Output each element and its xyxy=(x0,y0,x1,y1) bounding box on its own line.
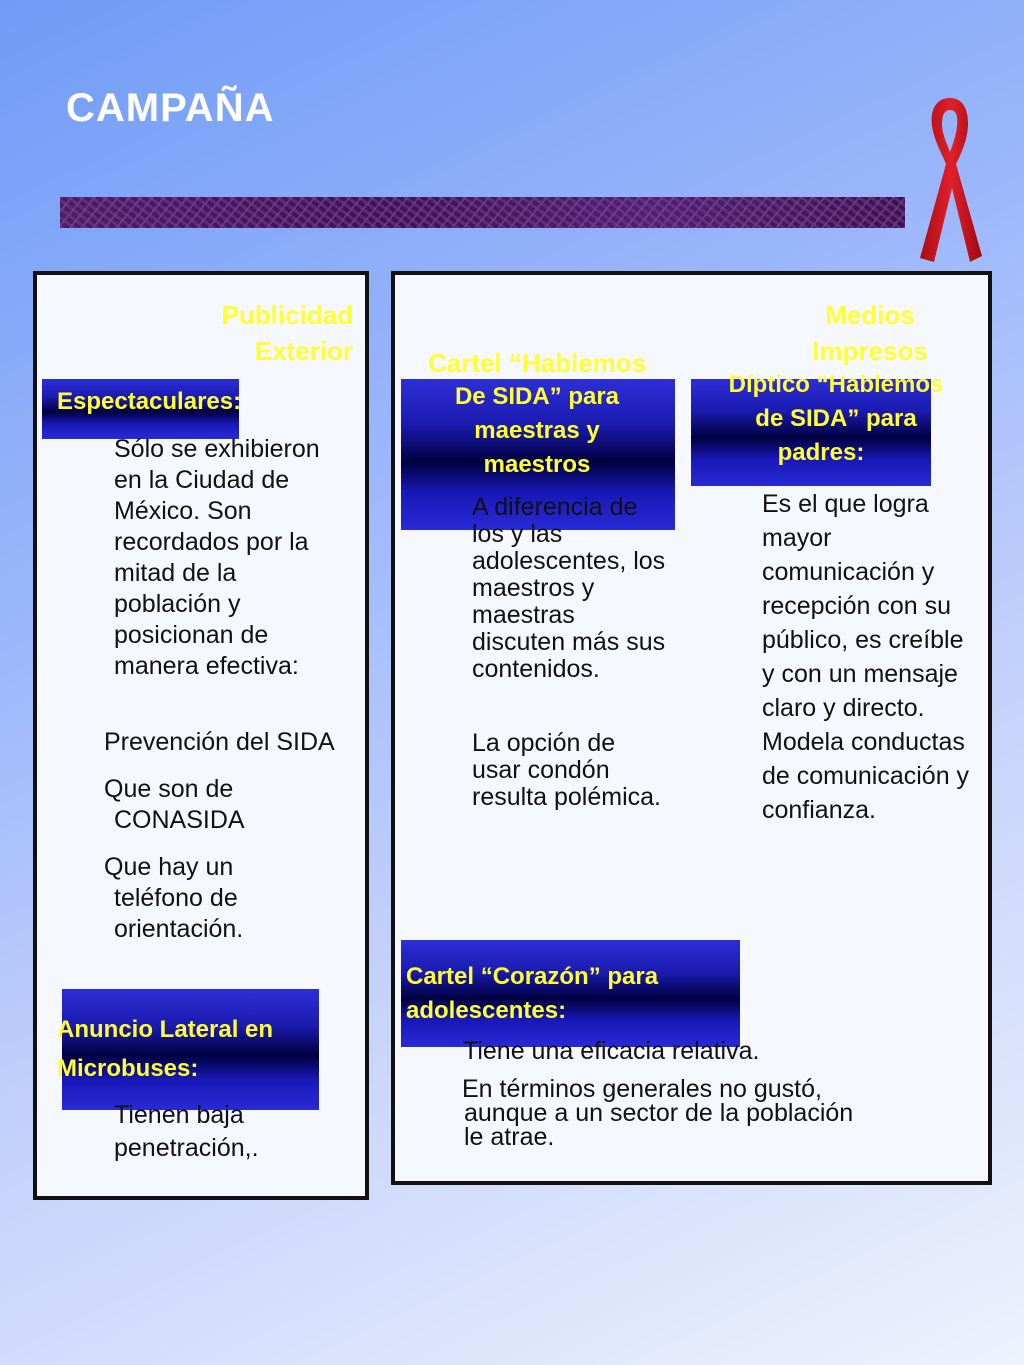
publicidad-heading-line2: Exterior xyxy=(254,336,353,366)
bullet-telefono: Que hay un teléfono de orientación. xyxy=(104,853,244,943)
cartel-corazon-text xyxy=(462,1077,932,1149)
diptico-text: Es el que logra mayor comunicación y recepción con su público, es creíble y con un mensaje claro y directo. Modela conductas de comunicación y confianza. xyxy=(762,490,970,824)
cartel-maestros-para1: A diferencia de los y las adolescentes, los maestros y maestras discuten más sus contenidos. xyxy=(472,493,666,683)
diptico-label-line1: Díptico “Hablemos xyxy=(728,371,944,398)
diptico-label-line3: padres: xyxy=(777,439,865,466)
cartel-corazon-label-line2: adolescentes: xyxy=(406,997,567,1024)
cartel-corazon-line4: le atrae. xyxy=(464,1123,555,1151)
slide-title: CAMPAÑA xyxy=(66,86,275,130)
anuncio-label xyxy=(57,1010,273,1088)
cartel-maestros-para2: La opción de usar condón resulta polémica. xyxy=(472,729,661,811)
bullet-prevencion: Prevención del SIDA xyxy=(104,728,335,756)
decorative-bar xyxy=(60,197,905,228)
espectaculares-bullets xyxy=(104,727,349,945)
cartel-corazon-line1: Tiene una eficacia relativa. xyxy=(463,1037,760,1065)
red-ribbon-icon xyxy=(912,92,988,267)
cartel-corazon-label xyxy=(406,960,658,1028)
cartel-maestros-heading: Cartel “Hablemos xyxy=(427,348,647,378)
medios-heading-line1: Medios xyxy=(825,300,915,330)
anuncio-text: Tienen baja penetración,. xyxy=(114,1101,259,1162)
diptico-label xyxy=(700,368,972,470)
cartel-corazon-label-line1: Cartel “Corazón” para xyxy=(406,963,659,990)
medios-heading xyxy=(790,297,950,369)
espectaculares-label: Espectaculares: xyxy=(57,388,242,415)
cartel-maestros-label-line3: maestras y xyxy=(474,417,600,444)
bullet-conasida: Que son de CONASIDA xyxy=(104,775,245,834)
espectaculares-paragraph: Sólo se exhibieron en la Ciudad de México. Son recordados por la mitad de la población y posicionan de manera efectiva: xyxy=(114,435,320,680)
publicidad-heading-line1: Publicidad xyxy=(221,300,353,330)
publicidad-heading xyxy=(150,297,353,369)
medios-heading-line2: Impresos xyxy=(812,336,928,366)
cartel-maestros-label xyxy=(412,380,662,482)
cartel-corazon-line2: En términos generales no gustó, xyxy=(462,1075,822,1103)
anuncio-label-line2: Microbuses: xyxy=(57,1055,199,1082)
cartel-maestros-label-line2: De SIDA” para xyxy=(454,383,620,410)
cartel-corazon-line3: aunque a un sector de la población xyxy=(464,1099,854,1127)
cartel-maestros-label-line4: maestros xyxy=(483,451,591,478)
diptico-label-line2: de SIDA” para xyxy=(755,405,917,432)
anuncio-label-line1: Anuncio Lateral en xyxy=(57,1016,274,1043)
